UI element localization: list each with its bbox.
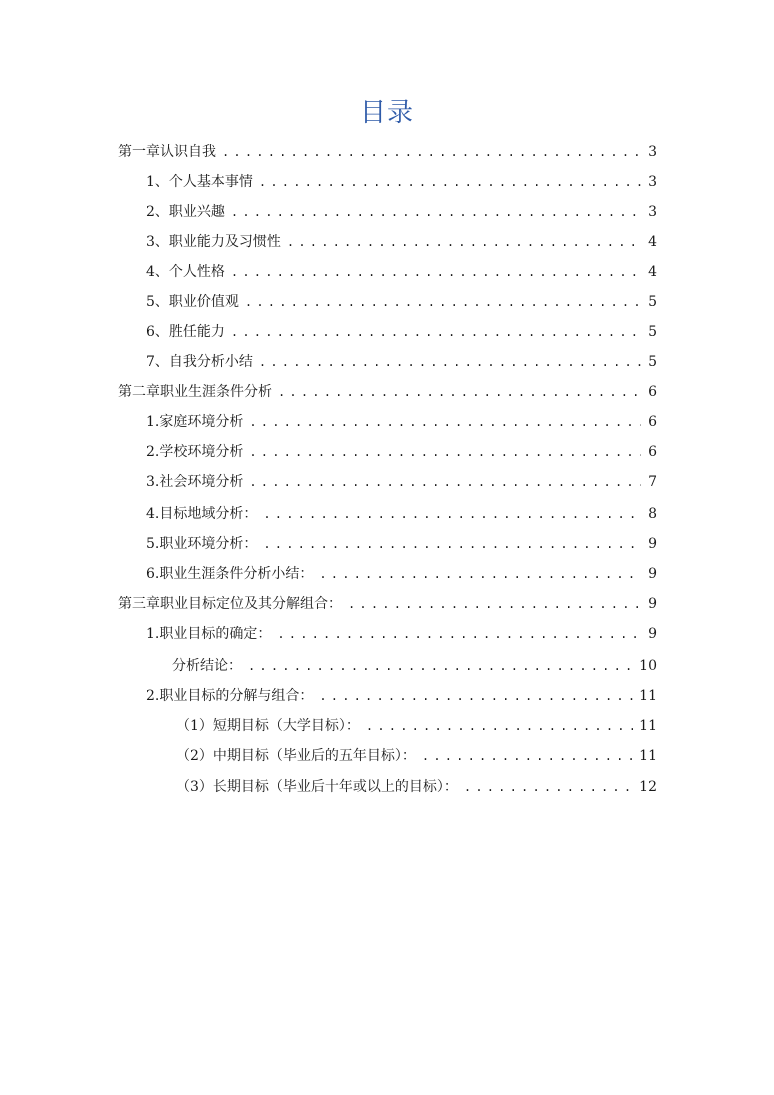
toc-entry-label: 7、自我分析小结 — [146, 354, 253, 370]
toc-entry-label: 3.社会环境分析 — [146, 474, 244, 490]
toc-entry-1-2[interactable] — [146, 198, 657, 226]
toc-leader-dots — [231, 318, 641, 346]
toc-entry-page: 9 — [648, 596, 657, 612]
toc-entry-2-1[interactable] — [146, 408, 657, 436]
toc-entry-label: 5.职业环境分析： — [146, 536, 258, 552]
toc-leader-dots — [277, 620, 641, 648]
toc-entry-label: 第三章职业目标定位及其分解组合： — [118, 596, 342, 612]
toc-entry-page: 9 — [648, 566, 657, 582]
toc-entry-chapter-1[interactable] — [118, 138, 657, 166]
toc-entry-chapter-2[interactable] — [118, 378, 657, 406]
toc-leader-dots — [222, 138, 641, 166]
toc-leader-dots — [249, 408, 641, 436]
toc-entry-label: 4.目标地域分析： — [146, 506, 258, 522]
toc-leader-dots — [319, 560, 641, 588]
toc-entry-2-2[interactable] — [146, 438, 657, 466]
toc-entry-label: 1.职业目标的确定： — [146, 626, 272, 642]
toc-entry-label: 2、职业兴趣 — [146, 204, 225, 220]
toc-entry-3-2-mid-term[interactable] — [176, 742, 657, 770]
toc-entry-page: 11 — [639, 748, 657, 764]
toc-leader-dots — [231, 258, 641, 286]
toc-entry-page: 3 — [648, 174, 657, 190]
toc-entry-3-1[interactable] — [146, 620, 657, 648]
toc-entry-label: 3、职业能力及习惯性 — [146, 234, 281, 250]
toc-entry-1-7[interactable] — [146, 348, 657, 376]
toc-entry-1-6[interactable] — [146, 318, 657, 346]
toc-entry-page: 8 — [648, 506, 657, 522]
toc-entry-label: 6.职业生涯条件分析小结： — [146, 566, 314, 582]
toc-entry-2-5[interactable] — [146, 530, 657, 558]
toc-entry-label: 5、职业价值观 — [146, 294, 239, 310]
toc-leader-dots — [278, 378, 641, 406]
toc-entry-1-3[interactable] — [146, 228, 657, 256]
toc-entry-2-3[interactable] — [146, 468, 657, 496]
toc-leader-dots — [366, 712, 633, 740]
toc-leader-dots — [248, 652, 633, 680]
toc-entry-page: 3 — [648, 144, 657, 160]
toc-entry-label: （1）短期目标（大学目标）： — [176, 718, 360, 734]
toc-entry-chapter-3[interactable] — [118, 590, 657, 618]
toc-entry-page: 9 — [648, 626, 657, 642]
toc-entry-label: 6、胜任能力 — [146, 324, 225, 340]
toc-leader-dots — [319, 682, 633, 710]
toc-leader-dots — [249, 438, 641, 466]
toc-entry-page: 7 — [648, 474, 657, 490]
toc-entry-label: （3）长期目标（毕业后十年或以上的目标）： — [176, 779, 458, 795]
toc-entry-label: 1、个人基本事情 — [146, 174, 253, 190]
toc-leader-dots — [287, 228, 641, 256]
toc-entry-1-4[interactable] — [146, 258, 657, 286]
toc-entry-page: 12 — [639, 779, 657, 795]
toc-entry-3-2-short-term[interactable] — [176, 712, 657, 740]
toc-title: 目录 — [359, 98, 414, 128]
toc-leader-dots — [263, 500, 641, 528]
toc-entry-1-1[interactable] — [146, 168, 657, 196]
toc-leader-dots — [348, 590, 641, 618]
toc-entry-page: 6 — [648, 444, 657, 460]
toc-entry-1-5[interactable] — [146, 288, 657, 316]
toc-entry-page: 6 — [648, 384, 657, 400]
toc-leader-dots — [249, 468, 641, 496]
toc-entry-page: 9 — [648, 536, 657, 552]
toc-entry-page: 6 — [648, 414, 657, 430]
toc-entry-label: 4、个人性格 — [146, 264, 225, 280]
toc-leader-dots — [422, 742, 633, 770]
toc-leader-dots — [231, 198, 641, 226]
toc-leader-dots — [263, 530, 641, 558]
toc-entry-label: 2.职业目标的分解与组合： — [146, 688, 314, 704]
toc-entry-label: 2.学校环境分析 — [146, 444, 244, 460]
toc-entry-label: 第二章职业生涯条件分析 — [118, 384, 272, 400]
toc-entry-page: 3 — [648, 204, 657, 220]
toc-entry-3-2[interactable] — [146, 682, 657, 710]
toc-entry-2-4[interactable] — [146, 500, 657, 528]
toc-entry-page: 5 — [648, 294, 657, 310]
toc-entry-page: 10 — [639, 658, 657, 674]
toc-entry-label: （2）中期目标（毕业后的五年目标）： — [176, 748, 416, 764]
toc-entry-page: 11 — [639, 718, 657, 734]
toc-entry-page: 4 — [648, 234, 657, 250]
toc-entry-3-1-conclusion[interactable] — [172, 652, 657, 680]
toc-entry-label: 第一章认识自我 — [118, 144, 216, 160]
toc-entry-page: 5 — [648, 324, 657, 340]
toc-entry-page: 11 — [639, 688, 657, 704]
toc-leader-dots — [259, 168, 641, 196]
toc-entry-3-2-long-term[interactable] — [176, 773, 657, 801]
toc-leader-dots — [259, 348, 641, 376]
toc-entry-label: 分析结论： — [172, 658, 242, 674]
toc-entry-label: 1.家庭环境分析 — [146, 414, 244, 430]
toc-entry-2-6[interactable] — [146, 560, 657, 588]
toc-leader-dots — [464, 773, 633, 801]
toc-leader-dots — [245, 288, 641, 316]
toc-entry-page: 5 — [648, 354, 657, 370]
toc-entry-page: 4 — [648, 264, 657, 280]
